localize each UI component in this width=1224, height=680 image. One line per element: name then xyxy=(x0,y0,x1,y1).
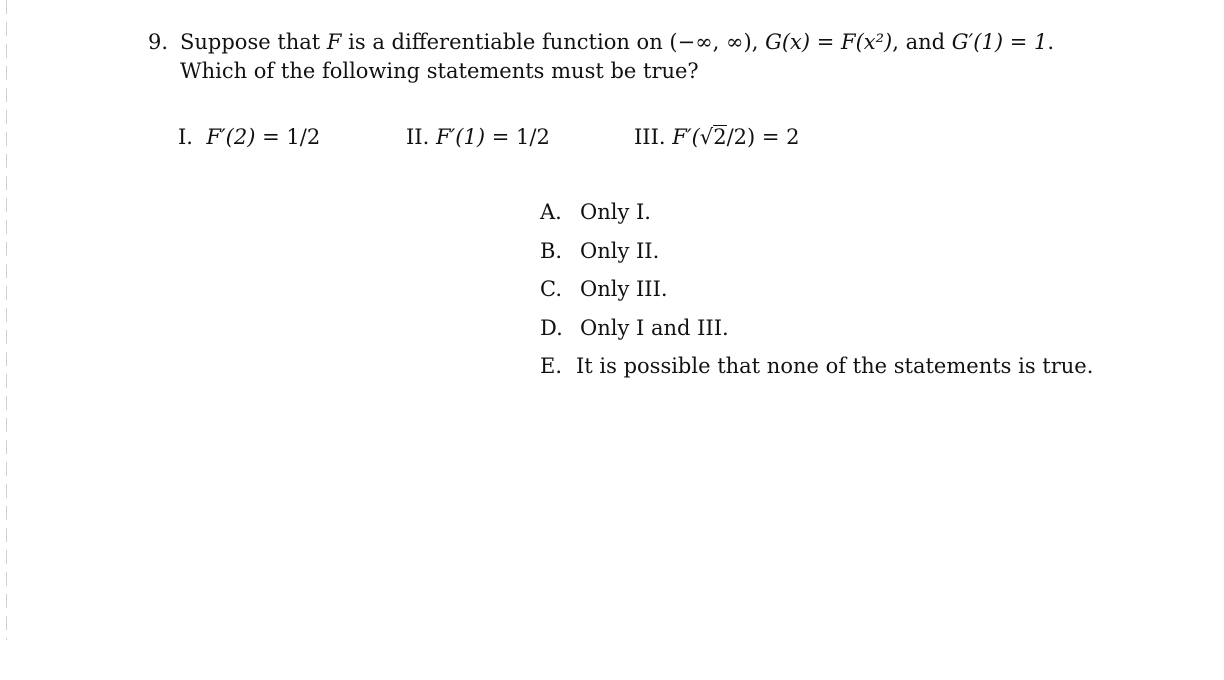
statement-iii xyxy=(634,123,800,152)
answer-choices xyxy=(540,198,1093,391)
stem-text-2: is a differentiable function on (−∞, ∞), xyxy=(341,30,766,54)
question-stem-line2: Which of the following statements must be true? xyxy=(180,59,699,83)
choice-text: Only I. xyxy=(580,200,651,224)
stem-g-prime: G′(1) = 1 xyxy=(951,30,1048,54)
statement-i xyxy=(178,123,320,152)
statement-numeral: II. xyxy=(406,125,430,149)
stem-g-definition: G(x) = F(x²) xyxy=(765,30,893,54)
choice-text: Only I and III. xyxy=(580,315,729,340)
stem-text-4: . xyxy=(1047,30,1055,54)
choice-text: Only II. xyxy=(580,238,660,263)
statement-ii xyxy=(406,123,550,152)
statement-rhs: = 1/2 xyxy=(485,125,550,149)
question-number: 9. xyxy=(148,30,169,54)
question-block xyxy=(148,28,1054,86)
question-stem-line1 xyxy=(148,28,1054,57)
stem-text-1: Suppose that xyxy=(180,30,327,54)
radicand: 2 xyxy=(713,125,727,149)
radical-sign: √ xyxy=(699,125,714,149)
choice-d[interactable] xyxy=(540,314,1093,353)
choice-letter: D. xyxy=(540,315,563,340)
choice-e[interactable] xyxy=(540,352,1093,391)
choice-text: Only III. xyxy=(580,277,668,301)
choice-a[interactable] xyxy=(540,198,1093,237)
scan-edge-artifact xyxy=(6,0,7,640)
stem-text-3: , and xyxy=(892,30,952,54)
statement-numeral: I. xyxy=(178,125,193,149)
statement-lhs-suffix: /2) xyxy=(726,125,756,149)
stem-function-f: F xyxy=(326,30,342,54)
choice-letter: C. xyxy=(540,277,562,301)
choice-letter: B. xyxy=(540,238,563,263)
choice-letter: A. xyxy=(540,200,562,224)
choice-letter: E. xyxy=(540,354,563,378)
statement-lhs-prefix: F′( xyxy=(672,125,700,149)
statement-lhs: F′(2) xyxy=(206,125,256,149)
statement-numeral: III. xyxy=(634,125,666,149)
statement-lhs: F′(1) xyxy=(435,125,486,149)
choice-text: It is possible that none of the statements is true. xyxy=(576,354,1094,378)
choice-c[interactable] xyxy=(540,275,1093,314)
choice-b[interactable] xyxy=(540,237,1093,276)
statement-rhs: = 2 xyxy=(755,125,800,149)
statement-rhs: = 1/2 xyxy=(255,125,321,149)
